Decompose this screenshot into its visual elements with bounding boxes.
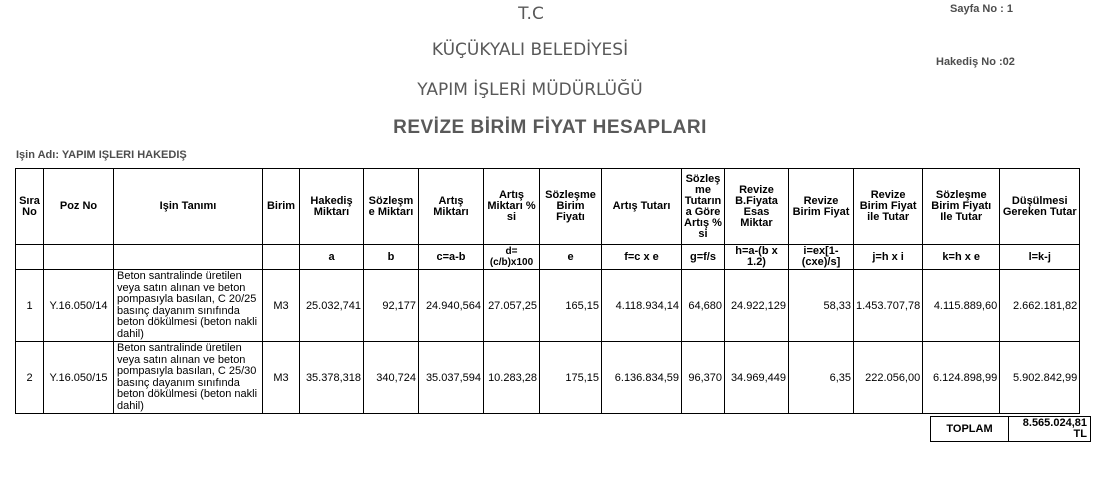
cell-d: 10.283,28	[484, 342, 540, 414]
header-municipality: KÜÇÜKYALI BELEDİYESİ	[431, 40, 629, 60]
col-header-revize-tutar: Revize Birim Fiyat ile Tutar	[854, 169, 923, 245]
table-row	[16, 342, 1080, 414]
col-header-sozlesme-miktari: Sözleşm e Miktarı	[364, 169, 419, 245]
col-header-sozlesme-tutar: Sözleşme Birim Fiyatı Ile Tutar	[923, 169, 1000, 245]
col-header-sira-no: Sıra No	[16, 169, 44, 245]
formula-cell: f=c x e	[602, 245, 682, 270]
col-header-hakedis-miktari: Hakediş Miktarı	[300, 169, 364, 245]
col-header-sozlesme-artis-yuzde: Sözleş me Tutarın a Göre Artış % si	[682, 169, 725, 245]
formula-cell: j=h x i	[854, 245, 923, 270]
col-header-artis-miktari-yuzde: Artış Miktarı % si	[484, 169, 540, 245]
total-value: 8.565.024,81 TL	[1009, 417, 1091, 442]
cell-h: 34.969,449	[725, 342, 789, 414]
cell-c: 24.940,564	[419, 270, 484, 342]
table-header-row	[16, 169, 1080, 245]
formula-cell: a	[300, 245, 364, 270]
cell-f: 6.136.834,59	[602, 342, 682, 414]
cell-f: 4.118.934,14	[602, 270, 682, 342]
cell-poz: Y.16.050/15	[44, 342, 114, 414]
hakedis-number-label: Hakediş No :02	[936, 56, 1015, 68]
total-label: TOPLAM	[931, 417, 1009, 442]
formula-cell: l=k-j	[1000, 245, 1080, 270]
cell-birim: M3	[263, 342, 300, 414]
cell-b: 92,177	[364, 270, 419, 342]
cell-poz: Y.16.050/14	[44, 270, 114, 342]
work-name-label: Işin Adı: YAPIM IŞLERI HAKEDIŞ	[16, 149, 187, 161]
cell-e: 175,15	[540, 342, 602, 414]
cell-j: 222.056,00	[854, 342, 923, 414]
col-header-sozlesme-birim-fiyati: Sözleşme Birim Fiyatı	[540, 169, 602, 245]
col-header-revize-esas-miktar: Revize B.Fiyata Esas Miktar	[725, 169, 789, 245]
cell-d: 27.057,25	[484, 270, 540, 342]
formula-cell: h=a-(b x 1.2)	[725, 245, 789, 270]
formula-cell	[114, 245, 263, 270]
col-header-artis-miktari: Artış Miktarı	[419, 169, 484, 245]
page-number-label: Sayfa No : 1	[950, 3, 1013, 15]
cell-l: 2.662.181,82	[1000, 270, 1080, 342]
table-row	[16, 270, 1080, 342]
header-tc: T.C	[518, 4, 544, 24]
cell-g: 96,370	[682, 342, 725, 414]
formula-cell	[263, 245, 300, 270]
formula-cell: g=f/s	[682, 245, 725, 270]
header-directorate: YAPIM İŞLERİ MÜDÜRLÜĞÜ	[417, 80, 643, 100]
formula-cell: k=h x e	[923, 245, 1000, 270]
cell-e: 165,15	[540, 270, 602, 342]
col-header-dusulmesi-gereken: Düşülmesi Gereken Tutar	[1000, 169, 1080, 245]
col-header-artis-tutari: Artış Tutarı	[602, 169, 682, 245]
cell-k: 4.115.889,60	[923, 270, 1000, 342]
col-header-poz-no: Poz No	[44, 169, 114, 245]
cell-b: 340,724	[364, 342, 419, 414]
cell-a: 35.378,318	[300, 342, 364, 414]
cell-sira: 2	[16, 342, 44, 414]
col-header-isin-tanimi: Işin Tanımı	[114, 169, 263, 245]
formula-cell: d=(c/b)x100	[484, 245, 540, 270]
col-header-birim: Birim	[263, 169, 300, 245]
revised-unit-price-table	[15, 168, 1080, 414]
cell-i: 58,33	[789, 270, 854, 342]
page-title: REVİZE BİRİM FİYAT HESAPLARI	[393, 117, 707, 138]
col-header-revize-birim-fiyat: Revize Birim Fiyat	[789, 169, 854, 245]
cell-k: 6.124.898,99	[923, 342, 1000, 414]
cell-tanim: Beton santralinde üretilen veya satın alınan ve beton pompasıyla basılan, C 20/25 basınç dayanım sınıfında beton dökülmesi (beton nakli dahil)	[114, 270, 263, 342]
formula-cell: c=a-b	[419, 245, 484, 270]
cell-a: 25.032,741	[300, 270, 364, 342]
cell-birim: M3	[263, 270, 300, 342]
table-formula-row	[16, 245, 1080, 270]
cell-g: 64,680	[682, 270, 725, 342]
formula-cell	[16, 245, 44, 270]
cell-i: 6,35	[789, 342, 854, 414]
cell-l: 5.902.842,99	[1000, 342, 1080, 414]
cell-tanim: Beton santralinde üretilen veya satın alınan ve beton pompasıyla basılan, C 25/30 basınç dayanım sınıfında beton dökülmesi (beton nakli dahil)	[114, 342, 263, 414]
total-table	[930, 416, 1091, 442]
formula-cell: b	[364, 245, 419, 270]
formula-cell: e	[540, 245, 602, 270]
cell-sira: 1	[16, 270, 44, 342]
cell-h: 24.922,129	[725, 270, 789, 342]
formula-cell: i=ex[1-(cxe)/s]	[789, 245, 854, 270]
cell-j: 1.453.707,78	[854, 270, 923, 342]
formula-cell	[44, 245, 114, 270]
cell-c: 35.037,594	[419, 342, 484, 414]
